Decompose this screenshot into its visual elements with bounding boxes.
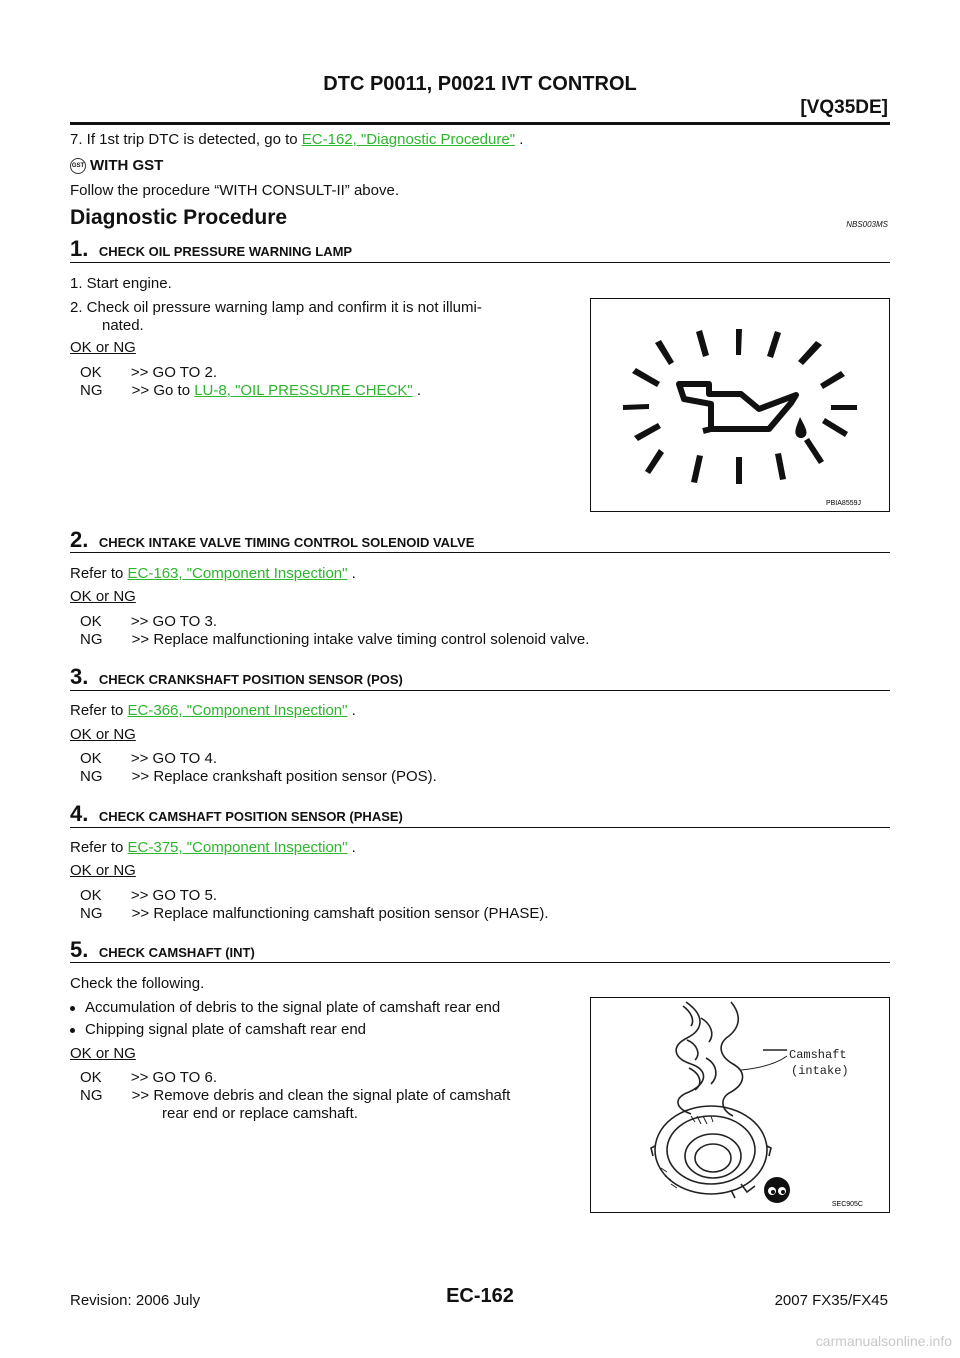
step-5-okng: OK or NG <box>70 1045 136 1062</box>
step-3-divider <box>70 690 890 691</box>
watermark: carmanualsonline.info <box>815 1333 952 1349</box>
step7-suffix: . <box>515 131 524 148</box>
section-code: NBS003MS <box>846 220 888 229</box>
step7-line <box>70 131 523 149</box>
step-5-number: 5. <box>70 937 89 962</box>
step-1-okng: OK or NG <box>70 339 136 356</box>
step-4-title: CHECK CAMSHAFT POSITION SENSOR (PHASE) <box>98 809 403 824</box>
step-1-title: CHECK OIL PRESSURE WARNING LAMP <box>98 244 353 259</box>
step-3-refer <box>70 702 356 720</box>
step-1-ng-suffix: . <box>412 382 422 399</box>
step-5-heading <box>70 937 255 963</box>
ec-163-link[interactable]: EC-163, "Component Inspection" <box>127 565 348 582</box>
step-3-okng: OK or NG <box>70 726 136 743</box>
eyes-check-icon <box>764 1177 790 1203</box>
step-5-ok: OK >> GO TO 6. <box>80 1069 217 1086</box>
oil-pressure-check-link[interactable]: LU-8, "OIL PRESSURE CHECK" <box>194 382 413 399</box>
step-3-heading <box>70 664 403 690</box>
page-title: DTC P0011, P0021 IVT CONTROL <box>323 73 637 95</box>
bullet-icon <box>70 1006 75 1011</box>
step-4-refer <box>70 839 356 857</box>
step-1-item-2-cont: nated. <box>102 317 144 334</box>
step-5-bullet-2 <box>70 1021 366 1039</box>
gst-text: Follow the procedure “WITH CONSULT-II” above. <box>70 182 399 199</box>
step-4-ok: OK >> GO TO 5. <box>80 887 217 904</box>
step-5-ng: NG >> Remove debris and clean the signal plate of camshaft <box>80 1087 511 1104</box>
diagnostic-procedure-link[interactable]: EC-162, "Diagnostic Procedure" <box>301 131 516 148</box>
section-heading: Diagnostic Procedure <box>70 206 288 229</box>
step-3-refer-text: Refer to <box>70 702 128 719</box>
gst-heading-row <box>70 157 163 175</box>
step-1-ok: OK >> GO TO 2. <box>80 364 217 381</box>
camshaft-label-2: (intake) <box>791 1064 849 1078</box>
step-1-number: 1. <box>70 236 89 261</box>
step-2-heading <box>70 527 474 553</box>
step-3-refer-suffix: . <box>347 702 356 719</box>
step-1-item-2: 2. Check oil pressure warning lamp and confirm it is not illumi- <box>70 299 482 316</box>
step-1-ng-text: NG >> Go to <box>80 382 195 399</box>
oil-lamp-icon <box>591 299 889 511</box>
step-2-refer <box>70 565 356 583</box>
gst-icon: GST <box>70 158 86 174</box>
header-divider <box>70 122 890 125</box>
step-2-number: 2. <box>70 527 89 552</box>
step-2-ok: OK >> GO TO 3. <box>80 613 217 630</box>
step-3-ng: NG >> Replace crankshaft position sensor (POS). <box>80 768 437 785</box>
step-4-refer-text: Refer to <box>70 839 128 856</box>
step-3-ok: OK >> GO TO 4. <box>80 750 217 767</box>
step-4-heading <box>70 801 403 827</box>
step-3-title: CHECK CRANKSHAFT POSITION SENSOR (POS) <box>98 672 403 687</box>
camshaft-illustration <box>591 998 889 1212</box>
step-4-ng: NG >> Replace malfunctioning camshaft position sensor (PHASE). <box>80 905 549 922</box>
step-1-divider <box>70 262 890 263</box>
revision-date: Revision: 2006 July <box>70 1292 201 1309</box>
step-2-refer-suffix: . <box>347 565 356 582</box>
step-5-bullet-1 <box>70 999 500 1017</box>
step-5-title: CHECK CAMSHAFT (INT) <box>98 945 255 960</box>
step-5-bullet-2-text: Chipping signal plate of camshaft rear end <box>85 1021 367 1038</box>
bullet-icon <box>70 1028 75 1033</box>
step-2-okng: OK or NG <box>70 588 136 605</box>
step-2-ng: NG >> Replace malfunctioning intake valve timing control solenoid valve. <box>80 631 590 648</box>
step-5-bullet-1-text: Accumulation of debris to the signal plate of camshaft rear end <box>85 999 501 1016</box>
step7-text: 7. If 1st trip DTC is detected, go to <box>70 131 302 148</box>
step-4-refer-suffix: . <box>347 839 356 856</box>
step-1-ng <box>80 382 421 400</box>
step-4-number: 4. <box>70 801 89 826</box>
step-1-item-1: 1. Start engine. <box>70 275 172 292</box>
step-4-divider <box>70 827 890 828</box>
oil-lamp-figure <box>590 298 890 512</box>
page-number: EC-162 <box>446 1285 514 1307</box>
ec-366-link[interactable]: EC-366, "Component Inspection" <box>127 702 348 719</box>
step-2-title: CHECK INTAKE VALVE TIMING CONTROL SOLENOID VALVE <box>98 535 475 550</box>
vehicle-model: 2007 FX35/FX45 <box>774 1292 888 1309</box>
camshaft-figure <box>590 997 890 1213</box>
step-5-divider <box>70 962 890 963</box>
step-4-okng: OK or NG <box>70 862 136 879</box>
camshaft-figure-code: SEC905C <box>831 1201 863 1208</box>
camshaft-label-1: Camshaft <box>789 1048 847 1062</box>
gst-heading: WITH GST <box>90 157 164 174</box>
oil-lamp-figure-code: PBIA8559J <box>825 500 861 507</box>
step-3-number: 3. <box>70 664 89 689</box>
step-5-ng-cont: rear end or replace camshaft. <box>162 1105 358 1122</box>
step-2-refer-text: Refer to <box>70 565 128 582</box>
step-5-check-text: Check the following. <box>70 975 205 992</box>
engine-code: [VQ35DE] <box>800 97 888 118</box>
step-1-heading <box>70 236 352 262</box>
step-2-divider <box>70 552 890 553</box>
ec-375-link[interactable]: EC-375, "Component Inspection" <box>127 839 348 856</box>
